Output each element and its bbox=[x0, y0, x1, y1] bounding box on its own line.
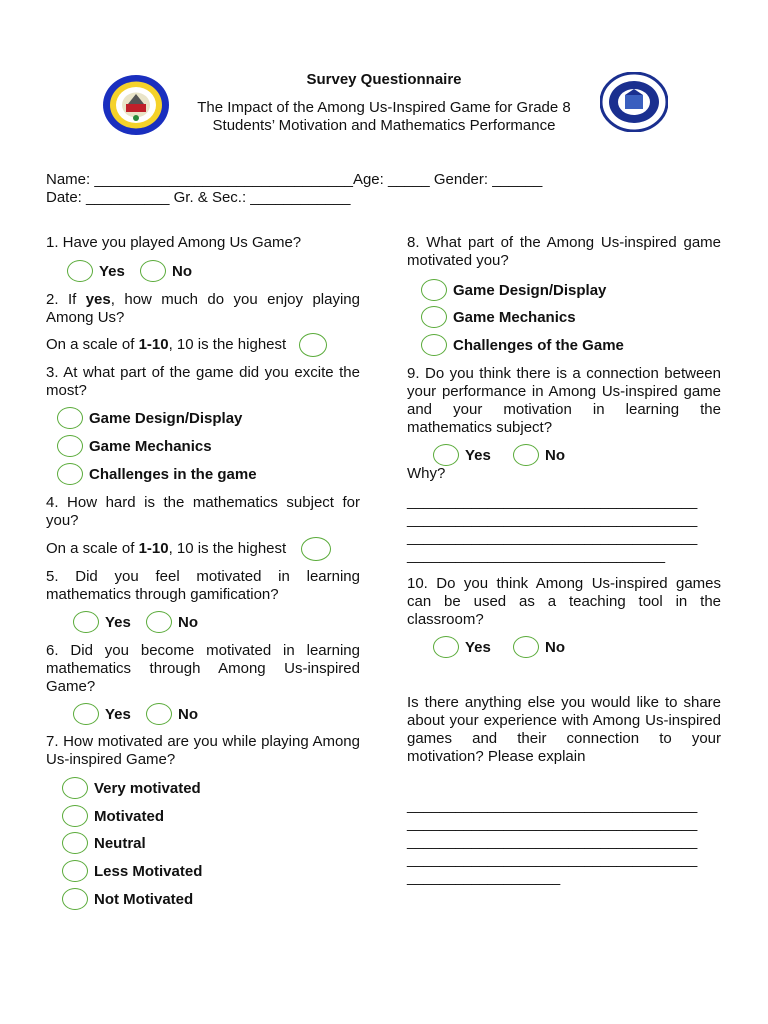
question-8: 8. What part of the Among Us-inspired game motivated you? bbox=[407, 234, 721, 269]
final-answer-line[interactable]: ____________________________________ bbox=[407, 798, 698, 814]
school-seal-logo bbox=[102, 74, 170, 136]
radio-circle-icon[interactable] bbox=[146, 703, 172, 725]
q4-scale-answer-circle[interactable] bbox=[301, 537, 331, 561]
q7-option-very-motivated[interactable]: Very motivated bbox=[62, 776, 201, 800]
question-10: 10. Do you think Among Us-inspired games can be used as a teaching tool in the classroom? bbox=[407, 575, 721, 628]
q8-option-design[interactable]: Game Design/Display bbox=[421, 278, 606, 302]
q7-option-not-motivated[interactable]: Not Motivated bbox=[62, 887, 193, 911]
q10-yes-option[interactable]: Yes bbox=[433, 635, 491, 659]
final-answer-line[interactable]: ___________________ bbox=[407, 870, 561, 886]
q1-no-option[interactable]: No bbox=[140, 259, 192, 283]
radio-circle-icon[interactable] bbox=[433, 636, 459, 658]
radio-circle-icon[interactable] bbox=[57, 407, 83, 429]
radio-circle-icon[interactable] bbox=[62, 860, 88, 882]
q8-option-challenges[interactable]: Challenges of the Game bbox=[421, 333, 624, 357]
question-1: 1. Have you played Among Us Game? bbox=[46, 234, 302, 251]
q3-option-challenges[interactable]: Challenges in the game bbox=[57, 462, 257, 486]
q1-yes-option[interactable]: Yes bbox=[67, 259, 125, 283]
q5-yes-option[interactable]: Yes bbox=[73, 610, 131, 634]
final-question: Is there anything else you would like to share about your experience with Among Us-inspired games and their connection to your motivation? Please explain bbox=[407, 694, 721, 765]
radio-circle-icon[interactable] bbox=[421, 306, 447, 328]
radio-circle-icon[interactable] bbox=[57, 435, 83, 457]
q9-yes-option[interactable]: Yes bbox=[433, 443, 491, 467]
q9-answer-line[interactable]: ____________________________________ bbox=[407, 494, 698, 510]
survey-subtitle-line2: Students’ Motivation and Mathematics Performance bbox=[212, 117, 556, 134]
radio-circle-icon[interactable] bbox=[146, 611, 172, 633]
q8-option-mechanics[interactable]: Game Mechanics bbox=[421, 305, 576, 329]
q9-answer-line[interactable]: ____________________________________ bbox=[407, 512, 698, 528]
research-office-seal-logo bbox=[600, 72, 668, 132]
q7-option-motivated[interactable]: Motivated bbox=[62, 804, 164, 828]
question-9: 9. Do you think there is a connection between your performance in Among Us-inspired game and your motivation in learning the mathematics subject? bbox=[407, 365, 721, 436]
final-answer-line[interactable]: ____________________________________ bbox=[407, 816, 698, 832]
q9-why-label: Why? bbox=[407, 465, 446, 482]
survey-subtitle-line1: The Impact of the Among Us-Inspired Game for Grade 8 bbox=[197, 99, 571, 116]
q6-no-option[interactable]: No bbox=[146, 702, 198, 726]
radio-circle-icon[interactable] bbox=[62, 777, 88, 799]
radio-circle-icon[interactable] bbox=[433, 444, 459, 466]
q2-scale-label: On a scale of 1-10, 10 is the highest bbox=[46, 336, 287, 353]
question-5: 5. Did you feel motivated in learning mathematics through gamification? bbox=[46, 568, 360, 603]
q3-option-design[interactable]: Game Design/Display bbox=[57, 406, 242, 430]
radio-circle-icon[interactable] bbox=[513, 444, 539, 466]
final-answer-line[interactable]: ____________________________________ bbox=[407, 852, 698, 868]
q6-yes-option[interactable]: Yes bbox=[73, 702, 131, 726]
q2-scale-answer-circle[interactable] bbox=[299, 333, 327, 357]
radio-circle-icon[interactable] bbox=[421, 279, 447, 301]
radio-circle-icon[interactable] bbox=[421, 334, 447, 356]
radio-circle-icon[interactable] bbox=[57, 463, 83, 485]
date-grade-section-field[interactable]: Date: __________ Gr. & Sec.: ____________ bbox=[46, 189, 351, 206]
q9-answer-line[interactable]: ________________________________ bbox=[407, 548, 666, 564]
radio-circle-icon[interactable] bbox=[140, 260, 166, 282]
question-4: 4. How hard is the mathematics subject for you? bbox=[46, 494, 360, 529]
radio-circle-icon[interactable] bbox=[62, 805, 88, 827]
name-age-gender-field[interactable]: Name: _______________________________Age: _____ Gender: ______ bbox=[46, 171, 543, 188]
q3-option-mechanics[interactable]: Game Mechanics bbox=[57, 434, 212, 458]
question-7: 7. How motivated are you while playing Among Us-inspired Game? bbox=[46, 733, 360, 768]
q7-option-neutral[interactable]: Neutral bbox=[62, 831, 146, 855]
question-2: 2. If yes, how much do you enjoy playing Among Us? bbox=[46, 291, 360, 326]
final-answer-line[interactable]: ____________________________________ bbox=[407, 834, 698, 850]
radio-circle-icon[interactable] bbox=[73, 611, 99, 633]
q5-no-option[interactable]: No bbox=[146, 610, 198, 634]
radio-circle-icon[interactable] bbox=[73, 703, 99, 725]
question-3: 3. At what part of the game did you excite the most? bbox=[46, 364, 360, 399]
question-6: 6. Did you become motivated in learning mathematics through Among Us-inspired Game? bbox=[46, 642, 360, 695]
radio-circle-icon[interactable] bbox=[513, 636, 539, 658]
q10-no-option[interactable]: No bbox=[513, 635, 565, 659]
radio-circle-icon[interactable] bbox=[67, 260, 93, 282]
q4-scale-label: On a scale of 1-10, 10 is the highest bbox=[46, 540, 287, 557]
radio-circle-icon[interactable] bbox=[62, 888, 88, 910]
q9-no-option[interactable]: No bbox=[513, 443, 565, 467]
radio-circle-icon[interactable] bbox=[62, 832, 88, 854]
q7-option-less-motivated[interactable]: Less Motivated bbox=[62, 859, 202, 883]
q9-answer-line[interactable]: ____________________________________ bbox=[407, 530, 698, 546]
page-title: Survey Questionnaire bbox=[306, 71, 462, 88]
